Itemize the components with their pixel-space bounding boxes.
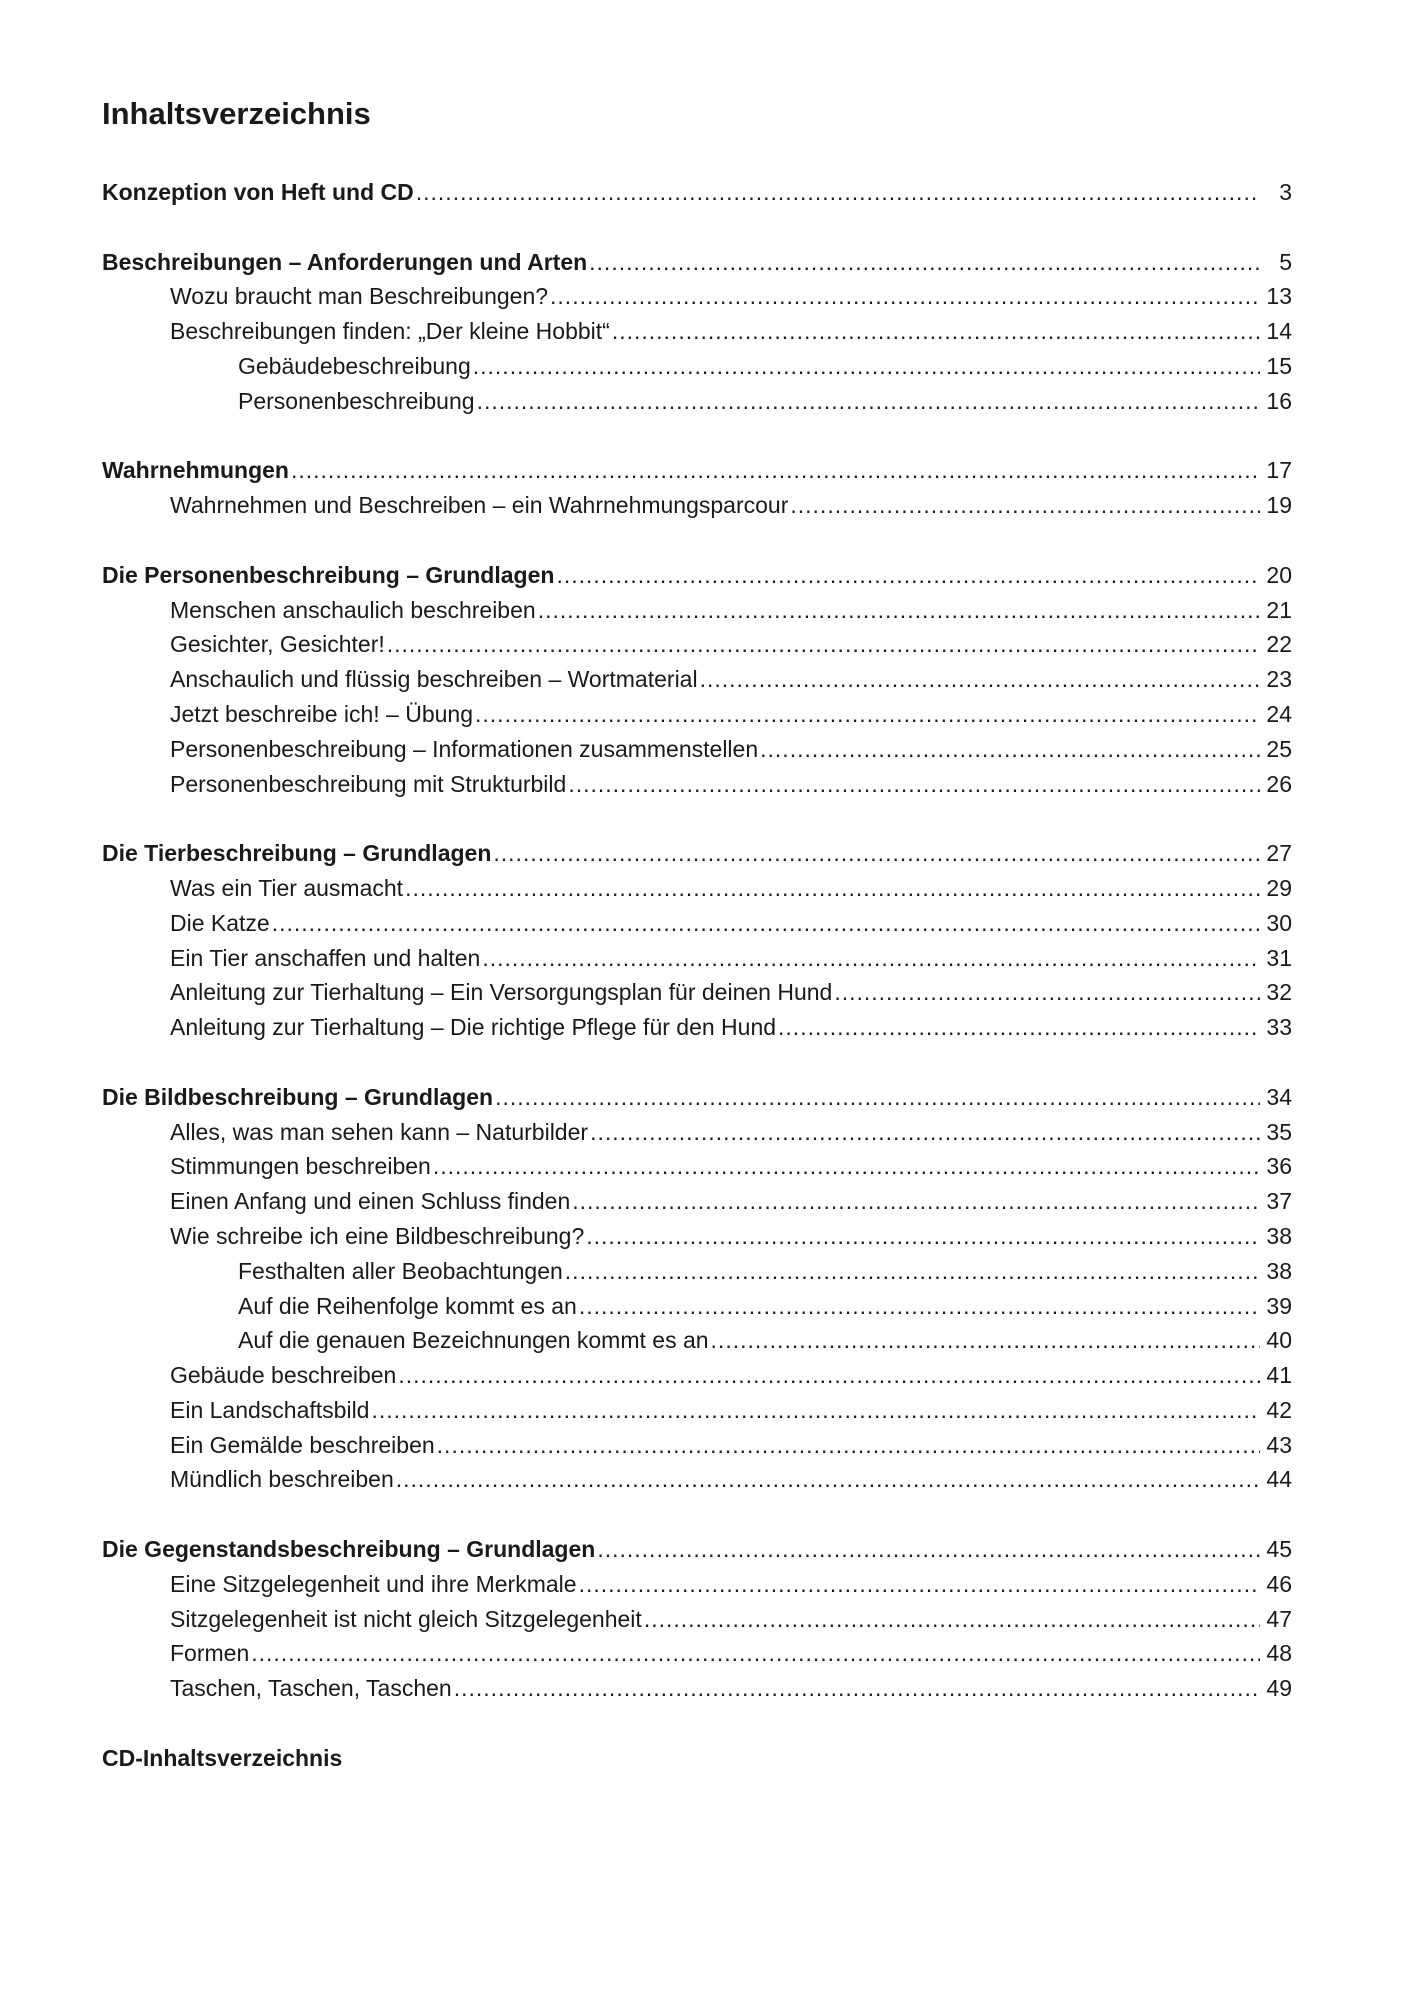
toc-page-number: 39 — [1266, 1292, 1292, 1319]
toc-entry-label: Stimmungen beschreiben — [170, 1153, 431, 1180]
dot-leader — [371, 1393, 1260, 1428]
toc-page-number: 49 — [1266, 1675, 1292, 1702]
toc-entry[interactable] — [102, 1010, 1292, 1045]
section-spacer — [102, 523, 1292, 558]
toc-page-number: 31 — [1266, 944, 1292, 971]
toc-entry-label: Wie schreibe ich eine Bildbeschreibung? — [170, 1222, 585, 1249]
toc-entry-label: Eine Sitzgelegenheit und ihre Merkmale — [170, 1570, 577, 1597]
toc-entry[interactable] — [102, 1671, 1292, 1706]
toc-page-number: 21 — [1266, 596, 1292, 623]
dot-leader — [590, 1115, 1260, 1150]
dot-leader — [475, 697, 1260, 732]
toc-entry-label: Ein Gemälde beschreiben — [170, 1431, 435, 1458]
toc-entry[interactable] — [102, 593, 1292, 628]
toc-section-entry[interactable] — [102, 1080, 1292, 1115]
toc-page-number: 40 — [1266, 1327, 1292, 1354]
toc-entry-label: Personenbeschreibung – Informationen zusammenstellen — [170, 735, 759, 762]
dot-leader — [272, 906, 1260, 941]
toc-page-number: 3 — [1279, 179, 1292, 205]
toc-entry[interactable] — [102, 627, 1292, 662]
table-of-contents — [102, 175, 1292, 1776]
toc-entry[interactable] — [102, 1219, 1292, 1254]
toc-entry[interactable] — [102, 732, 1292, 767]
dot-leader — [251, 1636, 1260, 1671]
toc-page-number: 27 — [1266, 840, 1292, 867]
toc-entry-label: Mündlich beschreiben — [170, 1466, 394, 1493]
toc-page-number: 45 — [1266, 1536, 1292, 1563]
toc-entry-label: Auf die Reihenfolge kommt es an — [238, 1292, 577, 1319]
toc-page-number: 47 — [1266, 1605, 1292, 1632]
section-spacer — [102, 210, 1292, 245]
dot-leader — [433, 1149, 1260, 1184]
toc-entry-label: Die Katze — [170, 909, 270, 936]
toc-page-number: 17 — [1266, 457, 1292, 484]
toc-entry-label: Was ein Tier ausmacht — [170, 874, 404, 901]
dot-leader — [778, 1010, 1260, 1045]
toc-entry[interactable] — [102, 1428, 1292, 1463]
dot-leader — [473, 349, 1260, 384]
toc-page-number: 22 — [1266, 631, 1292, 658]
page-title: Inhaltsverzeichnis — [102, 96, 371, 131]
dot-leader — [589, 245, 1260, 280]
toc-page-number: 48 — [1266, 1640, 1292, 1667]
toc-page-number: 43 — [1266, 1431, 1292, 1458]
toc-section-entry[interactable] — [102, 453, 1292, 488]
dot-leader — [700, 662, 1260, 697]
toc-page-number: 13 — [1266, 283, 1292, 310]
toc-entry[interactable] — [102, 1115, 1292, 1150]
toc-entry[interactable] — [102, 697, 1292, 732]
toc-entry[interactable] — [102, 1393, 1292, 1428]
toc-page-number: 38 — [1266, 1257, 1292, 1284]
section-spacer — [102, 419, 1292, 454]
toc-entry-label: Anleitung zur Tierhaltung – Ein Versorgungsplan für deinen Hund — [170, 979, 833, 1006]
section-spacer — [102, 801, 1292, 836]
dot-leader — [568, 767, 1260, 802]
toc-entry-label: Die Gegenstandsbeschreibung – Grundlagen — [102, 1536, 596, 1563]
dot-leader — [597, 1532, 1260, 1567]
toc-entry-label: Die Personenbeschreibung – Grundlagen — [102, 561, 555, 588]
dot-leader — [416, 175, 1260, 210]
toc-entry-label: Personenbeschreibung mit Strukturbild — [170, 770, 567, 797]
dot-leader — [612, 314, 1260, 349]
toc-entry[interactable] — [102, 1184, 1292, 1219]
dot-leader — [579, 1567, 1260, 1602]
toc-entry[interactable] — [102, 488, 1292, 523]
toc-entry[interactable] — [102, 1254, 1292, 1289]
dot-leader — [405, 871, 1260, 906]
dot-leader — [711, 1323, 1260, 1358]
toc-page-number: 33 — [1266, 1014, 1292, 1041]
toc-page-number: 26 — [1266, 770, 1292, 797]
toc-entry-label: Wozu braucht man Beschreibungen? — [170, 283, 549, 310]
dot-leader — [495, 1080, 1260, 1115]
toc-entry[interactable] — [102, 1462, 1292, 1497]
toc-entry[interactable] — [102, 349, 1292, 384]
toc-entry[interactable] — [102, 384, 1292, 419]
toc-page-number: 14 — [1266, 318, 1292, 345]
dot-leader — [550, 279, 1260, 314]
toc-section-entry[interactable] — [102, 1532, 1292, 1567]
toc-entry-label: Auf die genauen Bezeichnungen kommt es an — [238, 1327, 709, 1354]
toc-entry[interactable] — [102, 662, 1292, 697]
toc-entry-label: Ein Landschaftsbild — [170, 1396, 370, 1423]
dot-leader — [538, 593, 1260, 628]
toc-entry[interactable] — [102, 1289, 1292, 1324]
toc-entry-label: Personenbeschreibung — [238, 387, 475, 414]
toc-entry-label: Gebäude beschreiben — [170, 1362, 397, 1389]
toc-page-number: 37 — [1266, 1188, 1292, 1215]
toc-entry[interactable] — [102, 1323, 1292, 1358]
dot-leader — [579, 1289, 1260, 1324]
toc-entry-label: Sitzgelegenheit ist nicht gleich Sitzgelegenheit — [170, 1605, 642, 1632]
toc-page-number: 15 — [1266, 352, 1292, 379]
toc-section-entry[interactable] — [102, 245, 1292, 280]
toc-entry[interactable] — [102, 1636, 1292, 1671]
toc-entry[interactable] — [102, 906, 1292, 941]
dot-leader — [556, 558, 1260, 593]
section-spacer — [102, 1706, 1292, 1741]
toc-page-number: 29 — [1266, 874, 1292, 901]
toc-page-number: 38 — [1266, 1222, 1292, 1249]
toc-entry-label: Anschaulich und flüssig beschreiben – Wortmaterial — [170, 666, 698, 693]
toc-page-number: 5 — [1279, 248, 1292, 275]
toc-page-number: 41 — [1266, 1362, 1292, 1389]
toc-page-number: 24 — [1266, 700, 1292, 727]
toc-entry-label: Formen — [170, 1640, 250, 1667]
toc-page-number: 16 — [1266, 387, 1292, 414]
toc-page-number: 23 — [1266, 666, 1292, 693]
toc-page-number: 25 — [1266, 735, 1292, 762]
toc-section-entry[interactable] — [102, 836, 1292, 871]
dot-leader — [565, 1254, 1260, 1289]
dot-leader — [834, 975, 1260, 1010]
toc-entry[interactable] — [102, 1149, 1292, 1184]
toc-page-number: 30 — [1266, 909, 1292, 936]
toc-entry[interactable] — [102, 941, 1292, 976]
dot-leader — [398, 1358, 1260, 1393]
toc-entry[interactable] — [102, 975, 1292, 1010]
toc-page-number: 46 — [1266, 1570, 1292, 1597]
dot-leader — [482, 941, 1260, 976]
section-spacer — [102, 1045, 1292, 1080]
toc-page-number: 20 — [1266, 561, 1292, 588]
toc-entry[interactable] — [102, 279, 1292, 314]
toc-page-number: 36 — [1266, 1153, 1292, 1180]
toc-entry-label: Die Tierbeschreibung – Grundlagen — [102, 840, 492, 867]
dot-leader — [437, 1428, 1260, 1463]
toc-page-number: 42 — [1266, 1396, 1292, 1423]
dot-leader — [790, 488, 1260, 523]
toc-entry-label: Die Bildbeschreibung – Grundlagen — [102, 1083, 494, 1110]
toc-page-number: 19 — [1266, 492, 1292, 519]
toc-entry[interactable] — [102, 1358, 1292, 1393]
toc-entry[interactable] — [102, 1567, 1292, 1602]
toc-entry-label: Anleitung zur Tierhaltung – Die richtige Pflege für den Hund — [170, 1014, 777, 1041]
toc-page-number: 35 — [1266, 1118, 1292, 1145]
toc-entry-label: Festhalten aller Beobachtungen — [238, 1257, 563, 1284]
toc-entry-label: Taschen, Taschen, Taschen — [170, 1675, 452, 1702]
toc-entry-label: Jetzt beschreibe ich! – Übung — [170, 700, 474, 727]
toc-entry-label: Gesichter, Gesichter! — [170, 631, 385, 658]
dot-leader — [644, 1602, 1260, 1637]
dot-leader — [493, 836, 1260, 871]
toc-page-number: 32 — [1266, 979, 1292, 1006]
dot-leader — [291, 453, 1260, 488]
toc-section-entry[interactable] — [102, 175, 1292, 210]
toc-entry[interactable] — [102, 871, 1292, 906]
dot-leader — [396, 1462, 1260, 1497]
toc-entry-label: Gebäudebeschreibung — [238, 352, 471, 379]
toc-page-number: 44 — [1266, 1466, 1292, 1493]
dot-leader — [477, 384, 1260, 419]
dot-leader — [454, 1671, 1260, 1706]
dot-leader — [586, 1219, 1260, 1254]
toc-entry-label: Alles, was man sehen kann – Naturbilder — [170, 1118, 589, 1145]
toc-entry-label: Ein Tier anschaffen und halten — [170, 944, 481, 971]
cd-contents-heading: CD-Inhaltsverzeichnis — [102, 1744, 343, 1771]
section-spacer — [102, 1497, 1292, 1532]
toc-entry-label: Beschreibungen finden: „Der kleine Hobbit“ — [170, 318, 610, 345]
toc-entry-label: Wahrnehmen und Beschreiben – ein Wahrnehmungsparcour — [170, 492, 789, 519]
dot-leader — [387, 627, 1260, 662]
toc-entry-label: Wahrnehmungen — [102, 457, 289, 484]
toc-entry[interactable] — [102, 767, 1292, 802]
toc-entry[interactable] — [102, 314, 1292, 349]
toc-section-entry[interactable] — [102, 558, 1292, 593]
dot-leader — [760, 732, 1260, 767]
toc-entry-label: Beschreibungen – Anforderungen und Arten — [102, 248, 588, 275]
toc-entry-label: Konzeption von Heft und CD — [102, 179, 414, 205]
toc-entry-label: Menschen anschaulich beschreiben — [170, 596, 536, 623]
toc-page-number: 34 — [1266, 1083, 1292, 1110]
toc-entry-label: Einen Anfang und einen Schluss finden — [170, 1188, 571, 1215]
toc-entry[interactable] — [102, 1602, 1292, 1637]
dot-leader — [572, 1184, 1260, 1219]
